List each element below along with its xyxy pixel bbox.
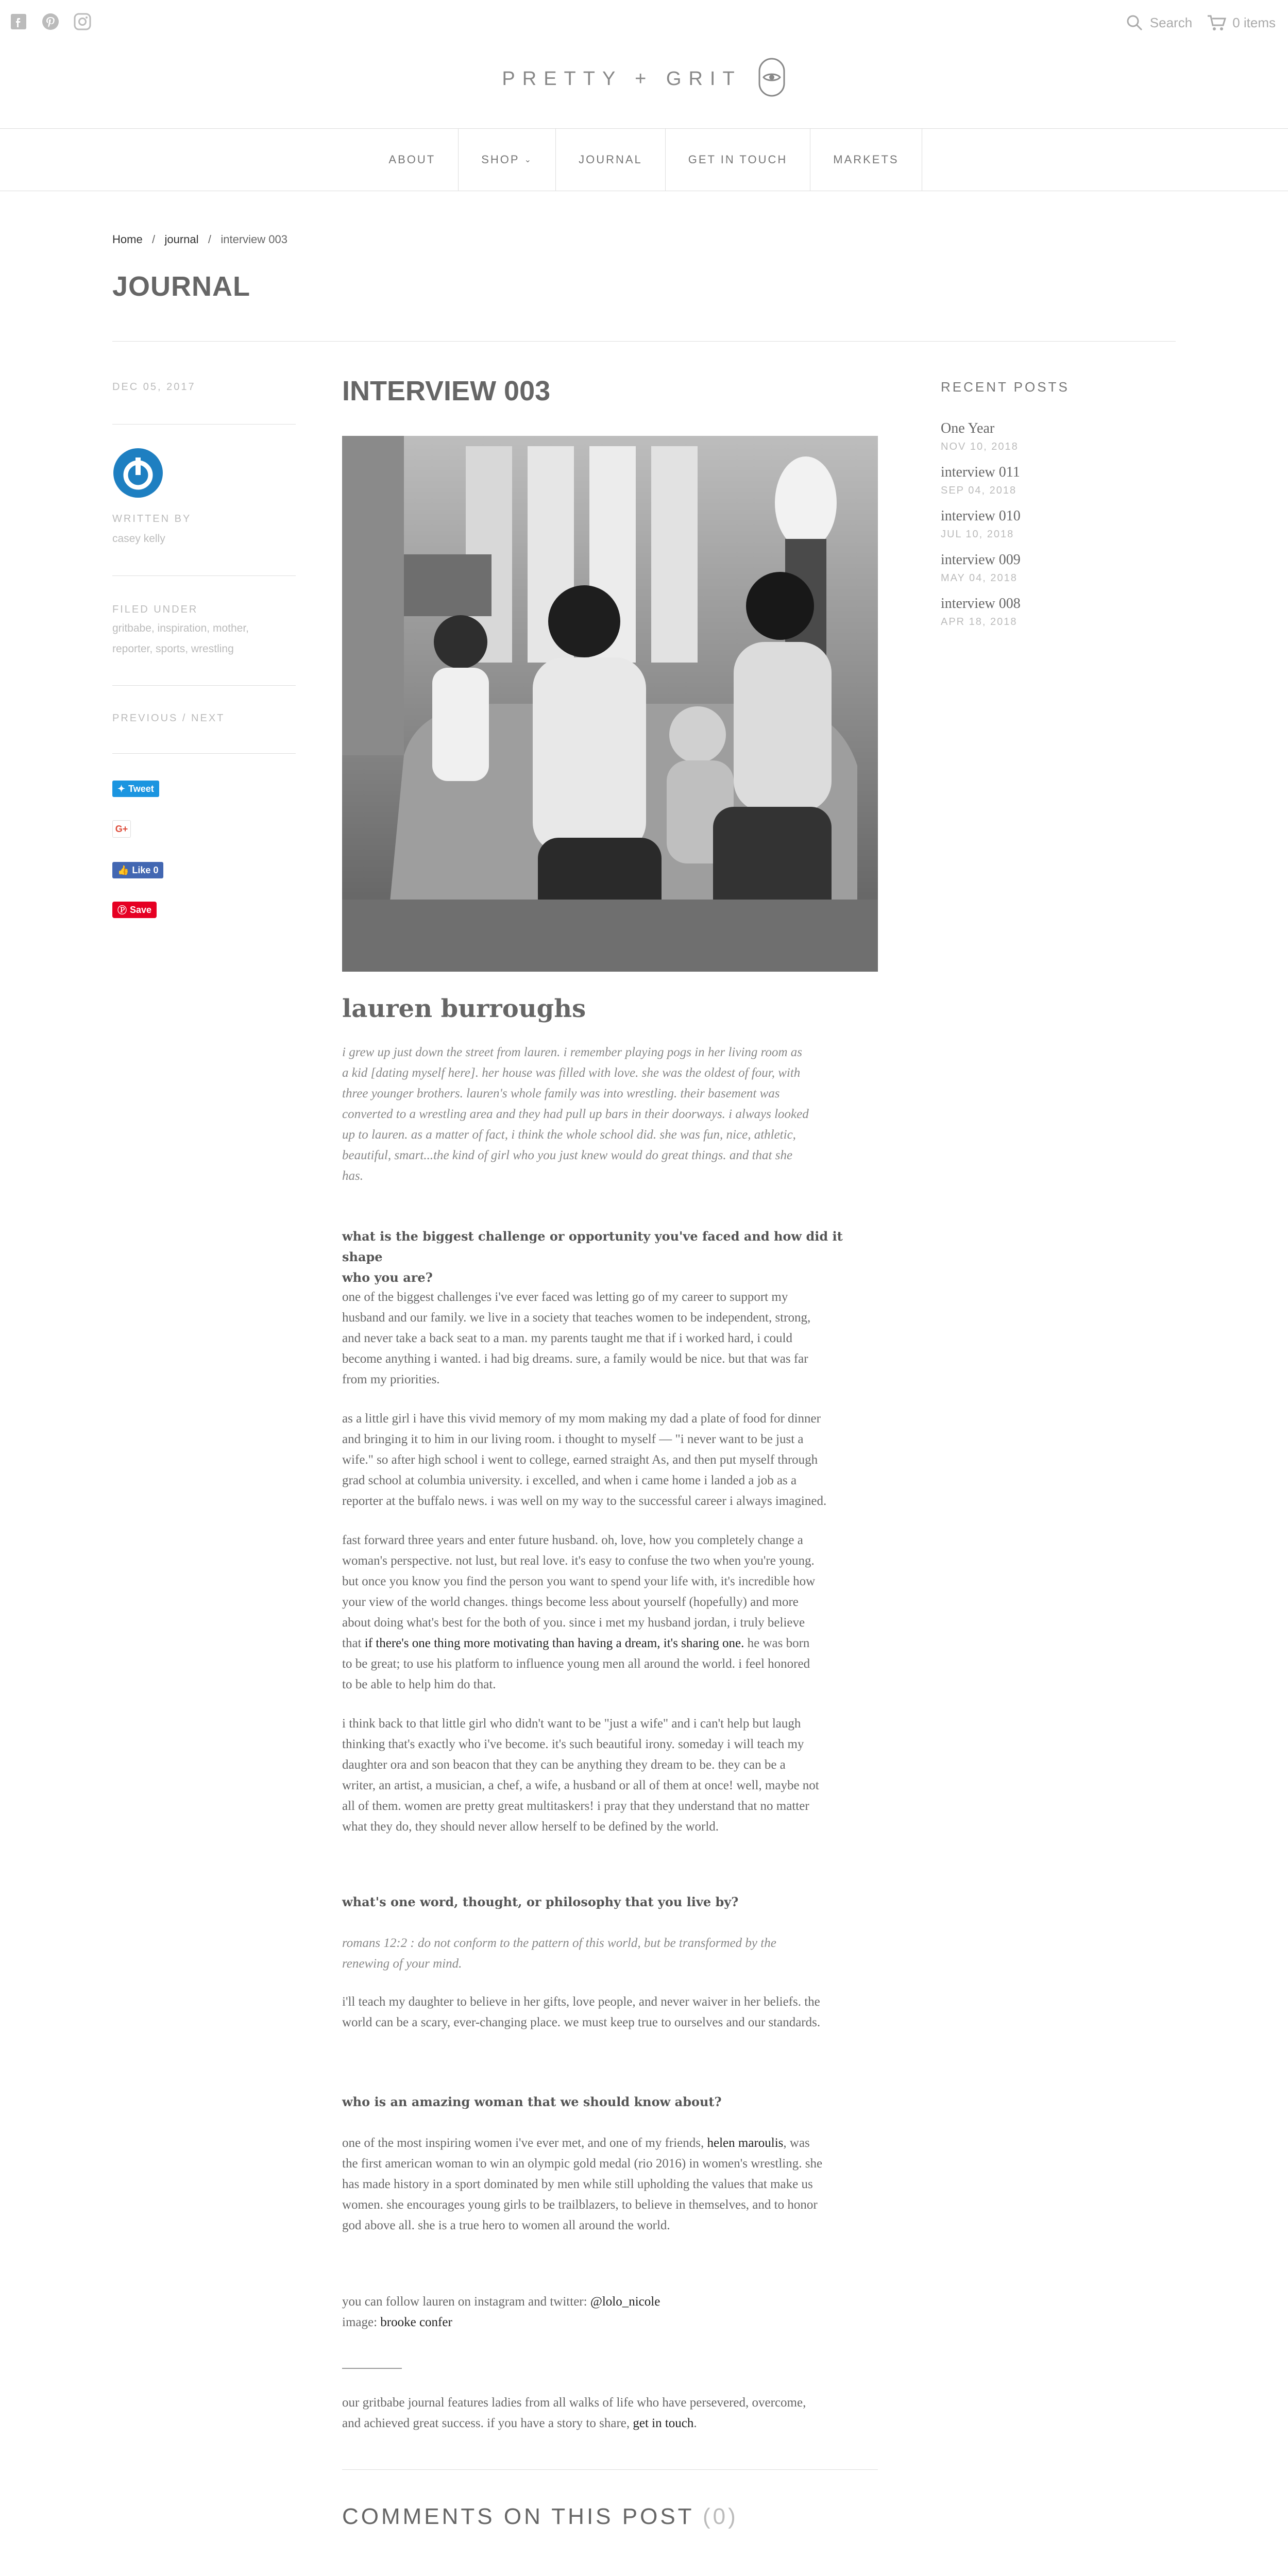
- text-line: and never take a back seat to a man. my parents taught me that if i worked hard, i could: [342, 1331, 792, 1345]
- nav-about-label: ABOUT: [388, 153, 436, 166]
- recent-post-date: SEP 04, 2018: [941, 485, 1017, 496]
- nav-get-in-touch-label: GET IN TOUCH: [688, 153, 788, 166]
- text-line: to be great; to use his platform to influence young men all around the world. i feel honored: [342, 1657, 810, 1671]
- title-divider: [112, 341, 1176, 342]
- text-line: i think back to that little girl who didn't want to be "just a wife" and i can't help but laugh: [342, 1717, 801, 1731]
- search-trigger[interactable]: [1125, 13, 1192, 32]
- text-line: all of them. women are pretty great multitaskers! i pray that they understand that no matter: [342, 1799, 809, 1813]
- question-line: what is the biggest challenge or opportunity you've faced and how did it shape: [342, 1229, 843, 1264]
- text-line: about doing what's best for the both of you. since i met my husband jordan, i truly believe: [342, 1616, 805, 1630]
- breadcrumb-journal[interactable]: journal: [164, 233, 199, 246]
- written-by-label: WRITTEN BY: [112, 513, 192, 524]
- instagram-handle-link[interactable]: @lolo_nicole: [590, 2295, 660, 2309]
- recent-posts-heading: RECENT POSTS: [941, 379, 1070, 395]
- text-line: but once you know you find the person you want to spend your life with, it's incredible how: [342, 1574, 816, 1588]
- chevron-down-icon: ⌄: [524, 156, 533, 164]
- recent-post-item[interactable]: [941, 552, 1021, 584]
- verse-line: romans 12:2 : do not conform to the pattern of this world, but be transformed by the: [342, 1936, 776, 1950]
- text-line: your view of the world changes. things become less about yourself (hopefully) and more: [342, 1595, 799, 1609]
- instagram-icon[interactable]: [72, 11, 93, 32]
- post-title: INTERVIEW 003: [342, 376, 551, 406]
- tweet-button[interactable]: [112, 781, 159, 797]
- google-plus-button[interactable]: [112, 820, 131, 838]
- question-3: who is an amazing woman that we should know about?: [342, 2094, 722, 2109]
- text-line: woman's perspective. not lust, but real love. it's easy to confuse the two when you're young.: [342, 1554, 815, 1568]
- comments-count: (0): [703, 2504, 738, 2529]
- meta-divider: [112, 424, 296, 425]
- recent-post-date: JUL 10, 2018: [941, 529, 1014, 540]
- nav-get-in-touch[interactable]: [665, 129, 810, 191]
- recent-post-title[interactable]: interview 011: [941, 464, 1020, 480]
- pinterest-save-button[interactable]: [112, 902, 157, 918]
- text-line: thinking that's exactly who i've become. it's such beautiful irony. someday i will teach my: [342, 1737, 804, 1751]
- tweet-label: Tweet: [128, 783, 154, 794]
- interviewee-name: lauren burroughs: [342, 994, 586, 1023]
- text-line: writer, an artist, a musician, a chef, a wife, a husband or all of them at once! well, maybe not: [342, 1778, 819, 1792]
- cart-count: 0 items: [1232, 14, 1276, 30]
- intro-line: up to lauren. as a matter of fact, i think the whole school did. she was fun, nice, athletic,: [342, 1128, 796, 1142]
- recent-post-date: NOV 10, 2018: [941, 441, 1019, 452]
- cart-icon: [1207, 14, 1226, 31]
- google-plus-icon: G+: [115, 823, 128, 834]
- bible-verse: [342, 1933, 878, 1974]
- question-line: who you are?: [342, 1270, 433, 1285]
- nav-shop-label: SHOP: [481, 153, 520, 166]
- meta-divider: [112, 753, 296, 754]
- text-line: what they do, they should never allow herself to be defined by the world.: [342, 1820, 719, 1834]
- verse-line: renewing of your mind.: [342, 1957, 462, 1971]
- text-line: [342, 2292, 878, 2312]
- get-in-touch-link[interactable]: get in touch: [633, 2416, 694, 2430]
- post-tags-line2[interactable]: reporter, sports, wrestling: [112, 643, 234, 655]
- photographer-link[interactable]: brooke confer: [380, 2315, 452, 2329]
- text-fragment: , was: [783, 2136, 810, 2150]
- text-fragment: you can follow lauren on instagram and twitter:: [342, 2295, 590, 2309]
- text-line: husband and our family. we live in a society that teaches women to be independent, strong,: [342, 1311, 811, 1325]
- breadcrumb: [112, 233, 287, 246]
- brand-eye-icon: [757, 57, 786, 103]
- filed-under-label: FILED UNDER: [112, 604, 198, 615]
- header-utilities: [1125, 13, 1276, 32]
- page-title: JOURNAL: [112, 271, 251, 302]
- text-fragment: image:: [342, 2315, 381, 2329]
- intro-line: i grew up just down the street from lauren. i remember playing pogs in her living room as: [342, 1045, 802, 1059]
- text-line: one of the biggest challenges i've ever faced was letting go of my career to support my: [342, 1290, 788, 1304]
- text-line: to be able to help him do that.: [342, 1677, 496, 1691]
- search-label: Search: [1149, 14, 1193, 30]
- thumbs-up-icon: 👍: [117, 865, 129, 875]
- recent-post-date: MAY 04, 2018: [941, 572, 1018, 584]
- question-2: what's one word, thought, or philosophy that you live by?: [342, 1894, 739, 1909]
- author-name[interactable]: casey kelly: [112, 533, 165, 545]
- breadcrumb-sep: /: [201, 233, 218, 246]
- answer-paragraph-5: [342, 1992, 878, 2033]
- text-line: the first american woman to win an olympic gold medal (rio 2016) in women's wrestling. she: [342, 2157, 823, 2171]
- journal-footer-note: [342, 2393, 878, 2434]
- pinterest-icon[interactable]: [40, 11, 61, 32]
- text-line: fast forward three years and enter future husband. oh, love, how you completely change a: [342, 1533, 803, 1547]
- text-line: from my priorities.: [342, 1372, 440, 1386]
- nav-markets-label: MARKETS: [833, 153, 899, 166]
- intro-paragraph: [342, 1042, 878, 1187]
- answer-paragraph-2: [342, 1409, 878, 1512]
- intro-line: beautiful, smart...the kind of girl who you just knew would do great things. and that she: [342, 1148, 793, 1162]
- post-date: DEC 05, 2017: [112, 381, 196, 393]
- nav-about[interactable]: [366, 129, 458, 191]
- nav-journal-label: JOURNAL: [579, 153, 642, 166]
- text-line: [342, 1633, 878, 1654]
- recent-post-item[interactable]: [941, 420, 1021, 453]
- text-line: [342, 2133, 878, 2154]
- text-line: grad school at columbia university. i excelled, and when i came home i landed a job as a: [342, 1473, 797, 1487]
- text-line: has made history in a sport dominated by men while still upholding the values that make us: [342, 2177, 813, 2191]
- intro-line: has.: [342, 1169, 363, 1183]
- follow-info: [342, 2292, 878, 2333]
- twitter-icon: ✦: [117, 783, 126, 794]
- text-line: become anything i wanted. i had big dreams. sure, a family would be nice. but that was far: [342, 1352, 808, 1366]
- text-fragment: that: [342, 1636, 365, 1650]
- recent-post-title[interactable]: interview 009: [941, 552, 1021, 568]
- social-links: [8, 11, 93, 32]
- cart-link[interactable]: [1207, 14, 1276, 31]
- like-label: Like 0: [132, 865, 159, 875]
- highlight-quote: if there's one thing more motivating than having a dream, it's sharing one.: [364, 1636, 744, 1650]
- nav-journal[interactable]: [555, 129, 665, 191]
- text-fragment: .: [693, 2416, 697, 2430]
- next-link[interactable]: NEXT: [191, 713, 225, 724]
- text-line: god above all. she is a true hero to women all around the world.: [342, 2218, 670, 2232]
- save-label: Save: [130, 904, 152, 915]
- answer-paragraph-4: [342, 1714, 878, 1837]
- brand-name: PRETTY + GRIT: [502, 68, 742, 90]
- answer-paragraph-1: [342, 1287, 878, 1390]
- text-fragment: one of the most inspiring women i've ever met, and one of my friends,: [342, 2136, 707, 2150]
- helen-maroulis-link[interactable]: helen maroulis: [707, 2136, 784, 2150]
- text-line: [342, 2312, 878, 2333]
- meta-divider: [112, 685, 296, 686]
- post-pagination: PREVIOUS / NEXT: [112, 713, 225, 724]
- text-line: i'll teach my daughter to believe in her gifts, love people, and never waiver in her beliefs. the: [342, 1995, 820, 2009]
- text-line: as a little girl i have this vivid memory of my mom making my dad a plate of food for dinner: [342, 1412, 821, 1426]
- breadcrumb-home[interactable]: Home: [112, 233, 143, 246]
- text-line: wife." so after high school i went to college, earned straight As, and then put myself through: [342, 1453, 818, 1467]
- recent-post-item[interactable]: [941, 508, 1021, 540]
- recent-post-title[interactable]: interview 010: [941, 508, 1021, 524]
- search-icon: [1125, 13, 1144, 32]
- answer-paragraph-3: [342, 1530, 878, 1695]
- text-line: women. she encourages young girls to be trailblazers, to believe in themselves, and to honor: [342, 2198, 818, 2212]
- brand-logo[interactable]: [0, 57, 1288, 103]
- text-line: world can be a scary, ever-changing place. we must keep true to ourselves and our standards.: [342, 2015, 821, 2029]
- nav-markets[interactable]: [810, 129, 922, 191]
- text-fragment: he was born: [744, 1636, 810, 1650]
- short-divider: [342, 2368, 402, 2369]
- recent-post-date: APR 18, 2018: [941, 616, 1018, 628]
- author-avatar[interactable]: [112, 447, 164, 501]
- recent-post-title[interactable]: interview 008: [941, 596, 1021, 612]
- recent-post-title[interactable]: One Year: [941, 420, 995, 436]
- comments-divider: [342, 2469, 878, 2470]
- facebook-like-button[interactable]: [112, 862, 163, 878]
- main-nav: [0, 129, 1288, 191]
- intro-line: converted to a wrestling area and they had pull up bars in their doorways. i always looked: [342, 1107, 809, 1121]
- family-photo: [342, 436, 878, 972]
- text-line: [342, 2413, 878, 2434]
- intro-line: a kid [dating myself here]. her house was filled with love. she was the oldest of four, with: [342, 1066, 801, 1080]
- breadcrumb-current: interview 003: [221, 233, 287, 246]
- text-line: and bringing it to him in our living room. i thought to myself — "i never want to be just a: [342, 1432, 804, 1446]
- recent-post-item[interactable]: [941, 464, 1021, 497]
- intro-line: three younger brothers. lauren's whole family was into wrestling. their basement was: [342, 1087, 780, 1100]
- answer-paragraph-6: [342, 2133, 878, 2236]
- text-line: reporter at the buffalo news. i was well on my way to the successful career i always imagined.: [342, 1494, 827, 1508]
- facebook-icon[interactable]: [8, 11, 29, 32]
- nav-shop[interactable]: [458, 129, 555, 191]
- comments-heading: [342, 2504, 738, 2530]
- prev-link[interactable]: PREVIOUS: [112, 713, 178, 724]
- text-line: daughter ora and son beacon that they can be anything they dream to be. they can be a: [342, 1758, 786, 1772]
- breadcrumb-sep: /: [145, 233, 162, 246]
- text-fragment: and achieved great success. if you have a story to share,: [342, 2416, 633, 2430]
- post-tags-line1[interactable]: gritbabe, inspiration, mother,: [112, 622, 249, 634]
- recent-post-item[interactable]: [941, 596, 1021, 628]
- meta-divider: [112, 575, 296, 576]
- text-line: our gritbabe journal features ladies from all walks of life who have persevered, overcome,: [342, 2396, 806, 2410]
- recent-posts-list: [941, 420, 1021, 639]
- comments-heading-text: COMMENTS ON THIS POST: [342, 2504, 694, 2529]
- question-1: [342, 1226, 878, 1288]
- pinterest-icon: Ⓟ: [117, 905, 127, 916]
